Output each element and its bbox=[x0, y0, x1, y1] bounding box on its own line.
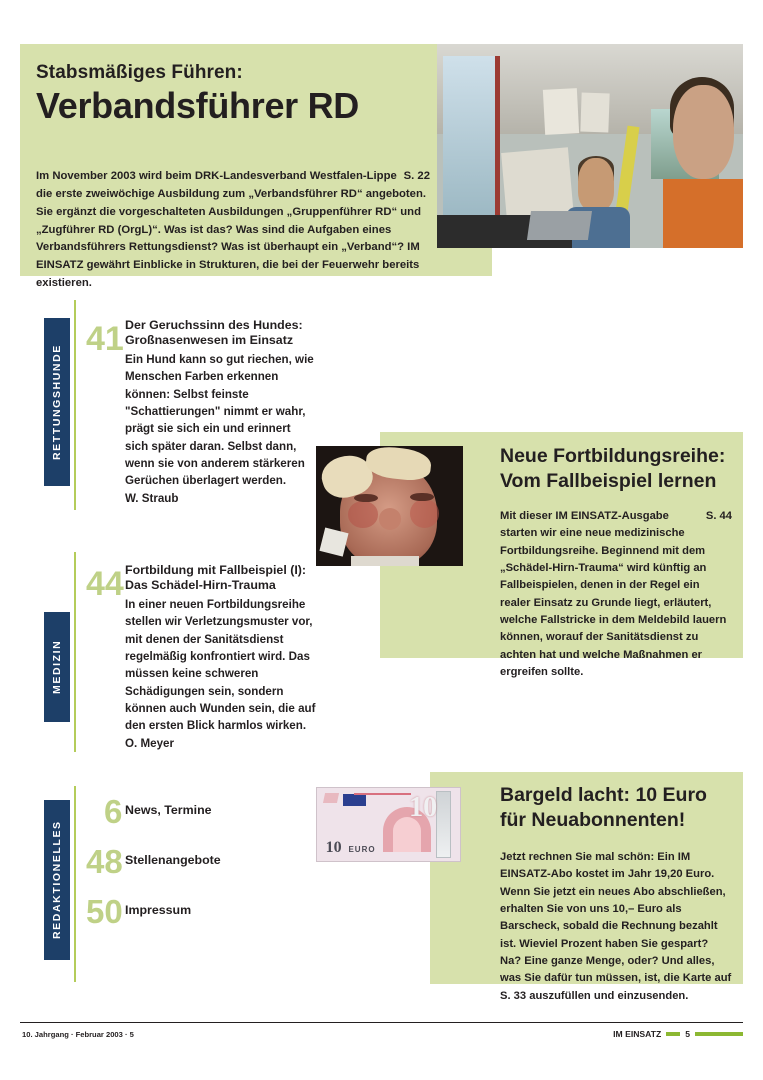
promo-fortbildungsreihe-text bbox=[500, 444, 732, 682]
promo-fortbildungsreihe-page-ref: S. 44 bbox=[705, 509, 732, 522]
sidebar-item-medizin[interactable]: MEDIZIN bbox=[44, 612, 70, 722]
section-rule-redaktionelles bbox=[74, 786, 76, 982]
footer-magazine-title: IM EINSATZ bbox=[613, 1029, 662, 1039]
feature-body bbox=[36, 168, 430, 293]
toc-entry-news-label: News, Termine bbox=[125, 803, 212, 817]
footer-divider bbox=[20, 1022, 743, 1023]
footer-page-number: 5 bbox=[685, 1029, 690, 1039]
feature-photo-content bbox=[437, 44, 743, 248]
promo-bargeld-text bbox=[500, 783, 732, 1005]
feature-body-text: Im November 2003 wird beim DRK-Landesverband Westfalen-Lippe die erste zweiwöchige Ausbildung zum „Verbandsführer RD“ angeboten. Sie ergänzt die vorgeschalteten Ausbildungen „Gruppenführer RD“ und „Zugführer RD (OrgL)“. Was ist das? Was sind die Aufgaben eines Verbandsführers Rettungsdienst? Was ist überhaupt ein „Verband“? IM EINSATZ gewährt Einblicke in Strukturen, die bei der Feuerwehr bereits existieren. bbox=[36, 170, 427, 290]
feature-kicker: Stabsmäßiges Führen: bbox=[36, 62, 243, 83]
toc-entry-44-number: 44 bbox=[86, 565, 124, 603]
promo-bargeld-heading-2: für Neuabonnenten! bbox=[500, 808, 686, 831]
toc-entry-41-author: W. Straub bbox=[125, 491, 179, 505]
toc-entry-impressum-label: Impressum bbox=[125, 903, 192, 917]
toc-entry-41[interactable] bbox=[86, 318, 316, 507]
toc-entry-44-title: Fortbildung mit Fallbeispiel (I): Das Schädel-Hirn-Trauma bbox=[125, 563, 307, 593]
promo-fortbildungsreihe-body bbox=[500, 508, 732, 682]
toc-entry-44-text: In einer neuen Fortbildungsreihe stellen wir Verletzungsmuster vor, mit denen der Sanitätsdienst regelmäßig konfrontiert wird. Das müssen keine schweren Schädigungen sein, sondern können auch Wunden sein, die auf den ersten Blick harmlos wirken. bbox=[125, 597, 316, 733]
footer-issue-info: 10. Jahrgang · Februar 2003 · 5 bbox=[22, 1030, 134, 1039]
toc-entry-44-author: O. Meyer bbox=[125, 736, 174, 750]
footer-dash-long-icon bbox=[695, 1032, 743, 1036]
feature-photo bbox=[437, 44, 743, 248]
promo-bargeld-photo bbox=[316, 787, 461, 862]
toc-entry-41-number: 41 bbox=[86, 320, 124, 358]
feature-headline: Verbandsführer RD bbox=[36, 84, 359, 126]
euro-banknote-icon bbox=[316, 787, 461, 862]
sidebar-item-rettungshunde[interactable]: RETTUNGSHUNDE bbox=[44, 318, 70, 486]
footer-dash-icon bbox=[666, 1032, 680, 1036]
feature-heading-block bbox=[36, 62, 436, 125]
promo-fortbildungsreihe-photo bbox=[316, 446, 463, 566]
promo-fortbildungsreihe-photo-content bbox=[316, 446, 463, 566]
toc-entry-41-title: Der Geruchssinn des Hundes: Großnasenwesen im Einsatz bbox=[125, 318, 303, 348]
banknote-value-small: 10 bbox=[325, 838, 342, 856]
toc-entry-stellenangebote-label: Stellenangebote bbox=[125, 853, 221, 867]
section-rule-rettungshunde bbox=[74, 300, 76, 510]
promo-fortbildungsreihe-heading-2: Vom Fallbeispiel lernen bbox=[500, 469, 717, 492]
promo-fortbildungsreihe-heading-1: Neue Fortbildungsreihe: bbox=[500, 445, 726, 467]
section-rule-medizin bbox=[74, 552, 76, 752]
banknote-currency-label: EURO bbox=[348, 845, 376, 855]
promo-bargeld-heading-1: Bargeld lacht: 10 Euro bbox=[500, 784, 707, 806]
promo-fortbildungsreihe-body-text: Mit dieser IM EINSATZ-Ausgabe starten wir eine neue medizinische Fortbildungsreihe. Beginnend mit dem „Schädel-Hirn-Trauma“ wird künftig an Fallbeispielen, denen in der Regel ein realer Einsatz zu Grunde liegt, erläutert, welche Fallstricke in dem Meldebild lauern können, worauf der Sanitätsdienst zu achten hat und welche Maßnahmen er ergreifen sollte. bbox=[500, 509, 727, 679]
promo-bargeld-body: Jetzt rechnen Sie mal schön: Ein IM EINSATZ-Abo kostet im Jahr 19,20 Euro. Wenn Sie jetzt ein neues Abo abschließen, erhalten Sie von uns 10,– Euro als Barscheck, sobald die Rechnung bezahlt ist. Wieviel Prozent haben Sie gespart? Na? Eine ganze Menge, oder? Und alles, was Sie dafür tun müssen, ist, die Karte auf S. 33 auszufüllen und einzusenden. bbox=[500, 850, 732, 1002]
toc-entry-41-text: Ein Hund kann so gut riechen, wie Menschen Farben erkennen können: Selbst feinste "Schattierungen" nimmt er wahr, prägt sie sich ein und erinnert sich später daran. Selbst dann, wenn sie von anderem stärkeren Gerüchen überlagert werden. bbox=[125, 352, 314, 488]
feature-page-ref: S. 22 bbox=[403, 170, 430, 182]
toc-entry-news-number: 6 bbox=[104, 793, 123, 830]
footer-magazine-block bbox=[613, 1029, 743, 1039]
sidebar-item-redaktionelles[interactable]: REDAKTIONELLES bbox=[44, 800, 70, 960]
toc-entry-stellenangebote-number: 48 bbox=[86, 843, 123, 880]
banknote-value-large: 10 bbox=[409, 792, 438, 824]
toc-entry-44[interactable] bbox=[86, 563, 316, 752]
toc-entry-impressum-number: 50 bbox=[86, 893, 123, 930]
